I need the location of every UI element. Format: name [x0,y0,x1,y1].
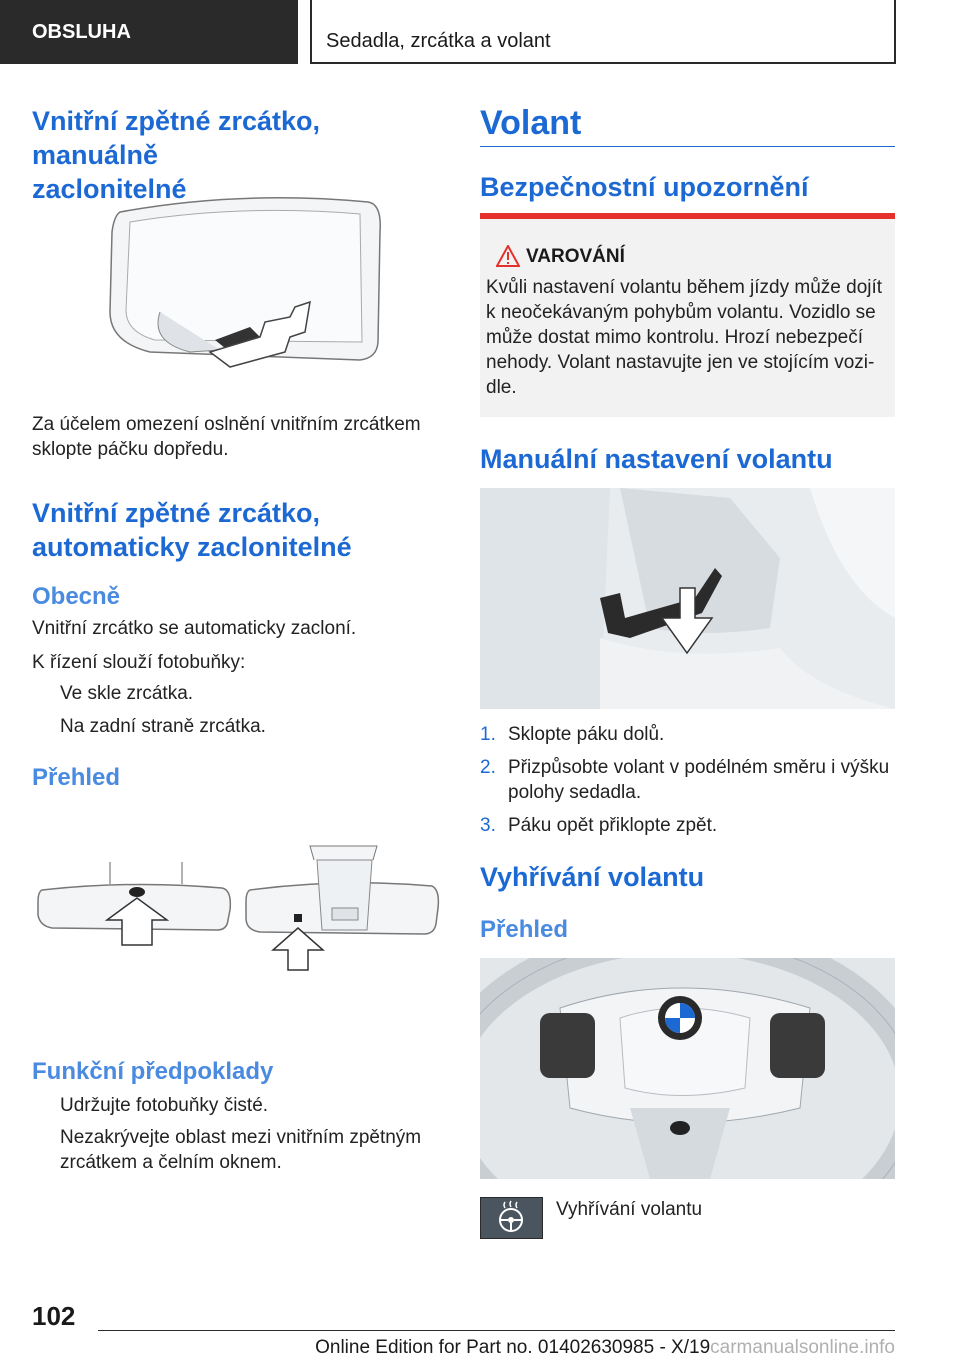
heating-button-icon-box [480,1197,543,1239]
step-number: 3. [480,815,496,836]
step-item [480,813,895,838]
step-number: 1. [480,724,496,745]
paragraph-photocells: K řízení slouží fotobuňky: [32,652,246,673]
step-item [480,722,895,747]
list-item [32,681,452,706]
text-line: nehody. Volant nastavujte jen ve stojícím vozi- [486,352,875,373]
text-line: dle. [486,377,517,398]
list-item-text: zrcátkem a čelním oknem. [60,1152,282,1173]
list-item [32,1093,452,1118]
text-line: Kvůli nastavení volantu během jízdy může dojít [486,277,883,298]
steering-wheel-illustration [480,958,895,1179]
list-item-text: Nezakrývejte oblast mezi vnitřním zpětným [60,1127,422,1148]
paragraph-manual [32,412,452,462]
heading-steering-wheel: Volant [480,104,582,142]
step-number: 2. [480,757,496,778]
heading-heating: Vyhřívání volantu [480,862,705,892]
heading-auto-mirror [32,496,452,564]
title-rule [480,146,895,147]
front-mirror [38,862,230,945]
step-text: Přizpůsobte volant v podélném směru i výšku [508,757,890,778]
manual-mirror-illustration [90,192,390,382]
subheading-prerequisites: Funkční předpoklady [32,1058,274,1085]
list-item-text: Na zadní straně zrcátka. [60,716,266,737]
footer-rule [98,1330,895,1331]
steering-heating-icon [481,1198,542,1238]
warning-text [486,275,886,400]
footer-edition: Online Edition for Part no. 01402630985 - X/19 [315,1337,711,1358]
list-item [32,714,452,739]
warning-triangle-icon [496,245,520,267]
steering-lever-illustration [480,488,895,709]
text-line: k neočekávaným pohybům volantu. Vozidlo se [486,302,876,323]
heading-line: automaticky zaclonitelné [32,532,352,562]
subheading-overview-right: Přehled [480,916,569,943]
rear-mirror [246,846,438,970]
heating-icon-label: Vyhřívání volantu [556,1199,703,1220]
list-item-text: Udržujte fotobuňky čisté. [60,1095,269,1116]
subheading-overview: Přehled [32,764,121,791]
heading-manual-adjust: Manuální nastavení volantu [480,444,833,474]
footer-line [0,1336,895,1362]
header-section: OBSLUHA [0,0,298,64]
heading-line: Vnitřní zpětné zrcátko, manuálně [32,106,321,170]
step-text: Sklopte páku dolů. [508,724,665,745]
steering-wheel-photo [480,958,895,1179]
list-item-text: Ve skle zrcátka. [60,683,194,704]
text-line: sklopte páčku dopředu. [32,439,229,460]
footer-watermark: carmanualsonline.info [710,1337,895,1358]
warning-title: VAROVÁNÍ [526,246,625,267]
warning-box [480,213,895,417]
header-chapter: Sedadla, zrcátka a volant [326,30,551,52]
step-item [480,755,895,805]
photocell-mirrors-illustration [32,840,442,990]
list-item [32,1125,452,1175]
heading-manual-mirror [32,104,452,206]
header-chapter-box [312,0,896,64]
steering-lever-photo [480,488,895,709]
subheading-general: Obecně [32,583,121,610]
text-line: může dostat mimo kontrolu. Hrozí nebezpečí [486,327,864,348]
text-line: Za účelem omezení oslnění vnitřním zrcátkem [32,414,421,435]
heading-line: Vnitřní zpětné zrcátko, [32,498,321,528]
paragraph-auto-dim: Vnitřní zrcátko se automaticky zacloní. [32,618,357,639]
heading-line: zaclonitelné [32,174,187,204]
heading-safety: Bezpečnostní upozornění [480,172,809,202]
step-text: polohy sedadla. [508,782,642,803]
page-number: 102 [32,1301,76,1331]
step-text: Páku opět přiklopte zpět. [508,815,718,836]
